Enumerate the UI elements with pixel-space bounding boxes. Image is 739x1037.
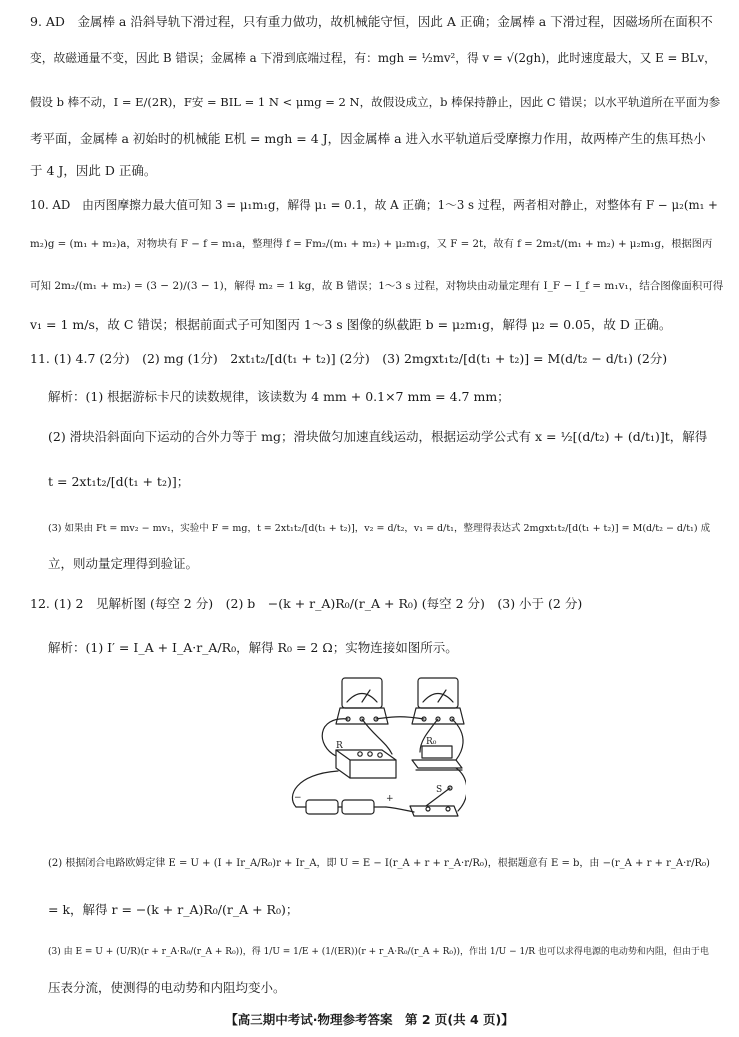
q9-line-2: 变，故磁通量不变，因此 B 错误；金属棒 a 下滑到底端过程，有：mgh = ½mv²，得 v = √(2gh)，此时速度最大，又 E = BLv， (30, 51, 716, 65)
q9-line-4: 考平面，金属棒 a 初始时的机械能 E机 = mgh = 4 J，因金属棒 a 进入水平轨道后受摩擦力作用，故两棒产生的焦耳热小 (30, 131, 706, 146)
q9-line-1: 9. AD 金属棒 a 沿斜导轨下滑过程，只有重力做功，故机械能守恒，因此 A 正确；金属棒 a 下滑过程，因磁场所在面积不 (30, 14, 713, 29)
ammeter-icon (336, 678, 388, 724)
q9-line-5: 于 4 J，因此 D 正确。 (30, 163, 157, 178)
circuit-diagram-figure (286, 676, 466, 832)
fig-label-r0: R₀ (426, 737, 437, 747)
q12-explain-5: 压表分流，使测得的电动势和内阻均变小。 (48, 980, 286, 995)
q10-line-3: 可知 2m₂/(m₁ + m₂) = (3 − 2)/(3 − 1)，解得 m₂ = 1 kg，故 B 错误；1～3 s 过程，对物块由动量定理有 I_F − I_f = m₁v₁，结合图像面积可得 (30, 280, 724, 292)
q10-line-1: 10. AD 由丙图摩擦力最大值可知 3 = μ₁m₁g，解得 μ₁ = 0.1，故 A 正确；1～3 s 过程，两者相对静止，对整体有 F − μ₂(m₁ + (30, 198, 718, 212)
fixed-resistor-icon (412, 746, 462, 770)
battery-icon (296, 800, 386, 814)
q12-answer: 12. (1) 2 见解析图 (每空 2 分) (2) b −(k + r_A)R₀/(r_A + R₀) (每空 2 分) (3) 小于 (2 分) (30, 596, 583, 611)
q10-line-2: m₂)g = (m₁ + m₂)a，对物块有 F − f = m₁a，整理得 f = Fm₂/(m₁ + m₂) + μ₂m₁g，又 F = 2t，故有 f = 2m₂t/(m₁ + m₂) + μ₂m₁g，根据图丙 (30, 238, 713, 250)
fig-label-minus: − (294, 793, 302, 803)
q11-explain-4: (3) 如果由 Ft = mv₂ − mv₁，实验中 F = mg，t = 2xt₁t₂/[d(t₁ + t₂)]，v₂ = d/t₂，v₁ = d/t₁，整理得表达式 2mgxt₁t₂/[d(t₁ + t₂)] = M(d/t₂ − d/t₁) 成 (48, 523, 711, 534)
switch-icon (410, 786, 458, 816)
q11-explain-2: (2) 滑块沿斜面向下运动的合外力等于 mg；滑块做匀加速直线运动，根据运动学公式有 x = ½[(d/t₂) + (d/t₁)]t，解得 (48, 429, 708, 444)
q11-explain-3: t = 2xt₁t₂/[d(t₁ + t₂)]； (48, 474, 190, 489)
fig-label-r: R (336, 741, 343, 751)
q12-explain-2: (2) 根据闭合电路欧姆定律 E = U + (I + Ir_A/R₀)r + Ir_A，即 U = E − I(r_A + r + r_A·r/R₀)，根据题意有 E = b，由 −(r_A + r + r_A·r/R₀) (48, 858, 710, 869)
fig-label-plus: + (386, 794, 394, 804)
voltmeter-icon (412, 678, 464, 724)
q12-explain-1: 解析：(1) I′ = I_A + I_A·r_A/R₀，解得 R₀ = 2 Ω；实物连接如图所示。 (48, 640, 458, 655)
q11-explain-1: 解析：(1) 根据游标卡尺的读数规律，该读数为 4 mm + 0.1×7 mm = 4.7 mm； (48, 389, 510, 404)
q12-explain-3: = k，解得 r = −(k + r_A)R₀/(r_A + R₀)； (48, 902, 299, 917)
fig-label-s: S (436, 785, 443, 795)
q11-explain-5: 立，则动量定理得到验证。 (48, 556, 199, 571)
q9-line-3: 假设 b 棒不动，I = E/(2R)，F安 = BIL = 1 N < μmg = 2 N，故假设成立，b 棒保持静止，因此 C 错误；以水平轨道所在平面为参 (30, 95, 721, 109)
page-footer: 【高三期中考试·物理参考答案 第 2 页(共 4 页)】 (225, 1012, 514, 1027)
q10-line-4: v₁ = 1 m/s，故 C 错误；根据前面式子可知图丙 1～3 s 图像的纵截距 b = μ₂m₁g，解得 μ₂ = 0.05，故 D 正确。 (30, 317, 672, 332)
connecting-wires (292, 717, 466, 812)
resistance-box-icon (336, 750, 396, 778)
q11-answer: 11. (1) 4.7 (2分) (2) mg (1分) 2xt₁t₂/[d(t₁ + t₂)] (2分) (3) 2mgxt₁t₂/[d(t₁ + t₂)] = M(d/t₂ − d/t₁) (2分) (30, 351, 668, 366)
q12-explain-4: (3) 由 E = U + (U/R)(r + r_A·R₀/(r_A + R₀))，得 1/U = 1/E + (1/(ER))(r + r_A·R₀/(r_A + R₀))，作出 1/U − 1/R 也可以求得电源的电动势和内阻，但由于电 (48, 947, 709, 957)
